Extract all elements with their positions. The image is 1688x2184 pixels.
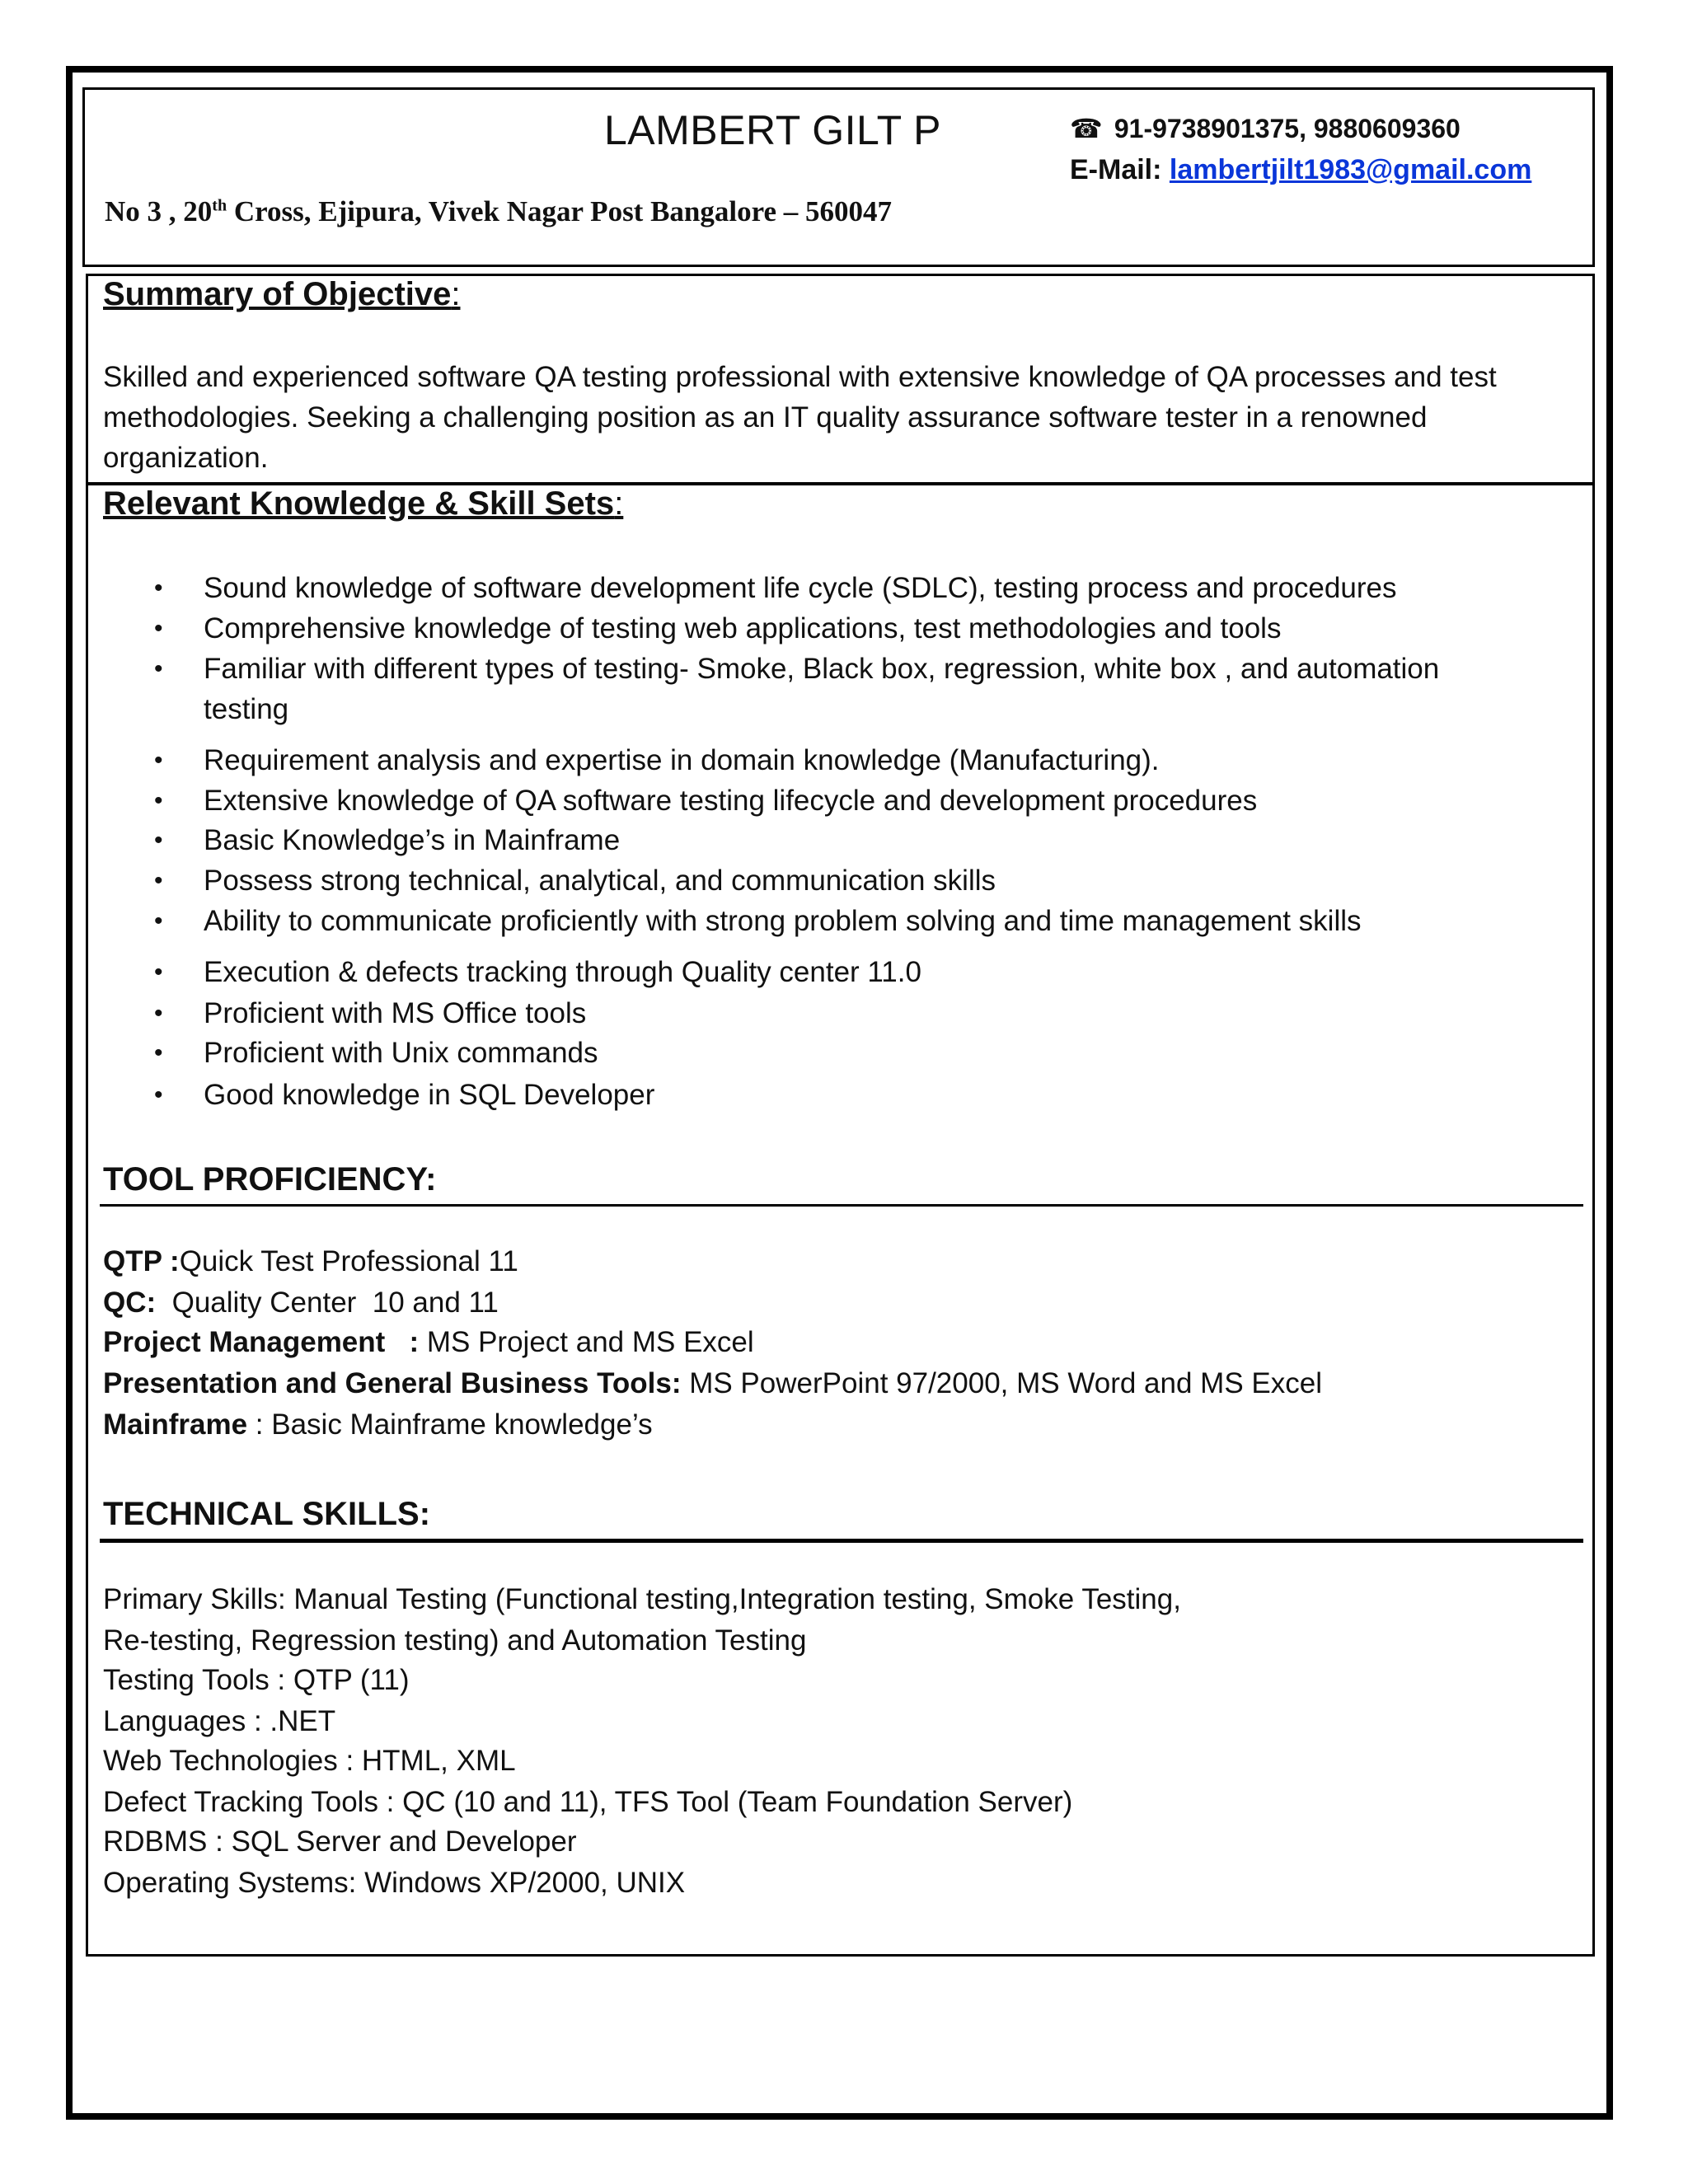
- technical-line: Languages : .NET: [103, 1705, 336, 1737]
- summary-section: [86, 274, 1595, 485]
- address: [105, 195, 892, 228]
- list-item: • Proficient with Unix commands: [204, 1033, 1555, 1073]
- technical-line: Testing Tools : QTP (11): [103, 1664, 410, 1696]
- list-item: • Execution & defects tracking through Quality center 11.0: [204, 952, 1555, 992]
- list-item: • Familiar with different types of testing- Smoke, Black box, regression, white box , and automation: [204, 649, 1555, 689]
- tool-value: Quick Test Professional 11: [179, 1245, 518, 1277]
- tool-row-mainframe: [103, 1408, 653, 1441]
- tool-row-qtp: [103, 1245, 518, 1278]
- technical-line: RDBMS : SQL Server and Developer: [103, 1825, 577, 1858]
- skills-section: [86, 483, 1595, 1957]
- divider: [100, 1539, 1583, 1543]
- phone: [1070, 113, 1461, 144]
- tool-row-qc: [103, 1286, 499, 1319]
- technical-line: Re-testing, Regression testing) and Automation Testing: [103, 1624, 807, 1657]
- tool-value: Quality Center 10 and 11: [156, 1286, 499, 1319]
- summary-title-text: Summary of Objective: [103, 276, 452, 312]
- summary-line: organization.: [103, 442, 269, 474]
- list-item: • Requirement analysis and expertise in domain knowledge (Manufacturing).: [204, 740, 1555, 780]
- tool-label: QTP :: [103, 1245, 180, 1277]
- email: [1070, 154, 1531, 186]
- tool-value: : Basic Mainframe knowledge’s: [247, 1408, 653, 1441]
- phone-number: 91-9738901375, 9880609360: [1114, 114, 1461, 143]
- list-item: • Basic Knowledge’s in Mainframe: [204, 820, 1555, 860]
- address-part: Cross, Ejipura, Vivek Nagar Post Bangalore – 560047: [227, 195, 893, 227]
- list-item: • Comprehensive knowledge of testing web applications, test methodologies and tools: [204, 608, 1555, 649]
- tool-label: Mainframe: [103, 1408, 248, 1441]
- summary-title-colon: :: [451, 276, 461, 312]
- address-part: No 3 , 20: [105, 195, 213, 227]
- telephone-icon: ☎: [1070, 114, 1103, 143]
- list-item: • Sound knowledge of software development life cycle (SDLC), testing process and procedures: [204, 568, 1555, 608]
- technical-skills-title: TECHNICAL SKILLS:: [103, 1496, 431, 1532]
- tool-value: MS Project and MS Excel: [419, 1326, 754, 1358]
- summary-line: Skilled and experienced software QA testing professional with extensive knowledge of QA processes and test: [103, 361, 1497, 393]
- divider: [100, 1204, 1583, 1207]
- skills-title-colon: :: [614, 485, 624, 522]
- list-item: • Possess strong technical, analytical, and communication skills: [204, 860, 1555, 901]
- technical-line: Defect Tracking Tools : QC (10 and 11), TFS Tool (Team Foundation Server): [103, 1786, 1073, 1818]
- address-superscript: th: [212, 196, 227, 215]
- tool-proficiency-title: TOOL PROFICIENCY:: [103, 1161, 437, 1197]
- tool-label: Project Management :: [103, 1326, 420, 1358]
- list-item: • Extensive knowledge of QA software testing lifecycle and development procedures: [204, 780, 1555, 821]
- tool-row-presentation: [103, 1367, 1322, 1400]
- tool-row-project-management: [103, 1326, 754, 1359]
- candidate-name: LAMBERT GILT P: [604, 107, 942, 153]
- tool-label: Presentation and General Business Tools:: [103, 1367, 682, 1399]
- list-item: • Proficient with MS Office tools: [204, 993, 1555, 1033]
- email-label: E-Mail:: [1070, 154, 1170, 185]
- list-item: • Good knowledge in SQL Developer: [204, 1075, 1555, 1115]
- summary-text: [103, 357, 1576, 478]
- technical-line: Primary Skills: Manual Testing (Functional testing,Integration testing, Smoke Testing,: [103, 1583, 1181, 1615]
- list-item: • Ability to communicate proficiently with strong problem solving and time management skills: [204, 901, 1555, 941]
- header-box: [82, 87, 1595, 267]
- list-item-continuation: testing: [204, 693, 289, 725]
- skills-title-text: Relevant Knowledge & Skill Sets: [103, 485, 615, 522]
- technical-line: Web Technologies : HTML, XML: [103, 1745, 516, 1777]
- summary-title: [103, 276, 461, 313]
- tool-value: MS PowerPoint 97/2000, MS Word and MS Excel: [681, 1367, 1322, 1399]
- summary-line: methodologies. Seeking a challenging position as an IT quality assurance software tester in a renowned: [103, 401, 1428, 434]
- technical-line: Operating Systems: Windows XP/2000, UNIX: [103, 1867, 686, 1899]
- skills-title: [103, 485, 623, 523]
- tool-label: QC:: [103, 1286, 157, 1319]
- email-link[interactable]: lambertjilt1983@gmail.com: [1169, 154, 1532, 185]
